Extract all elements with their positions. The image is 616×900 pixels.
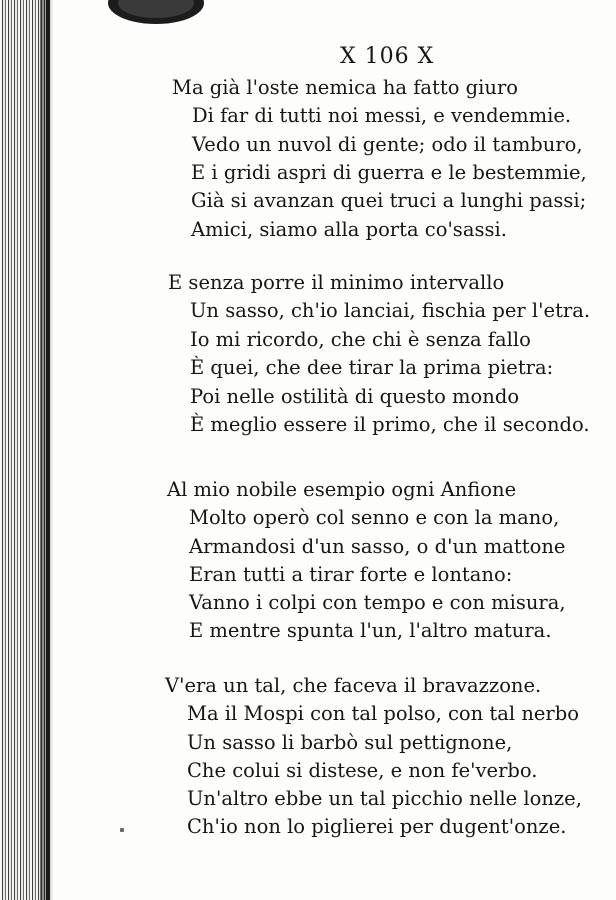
verse-line: Vedo un nuvol di gente; odo il tamburo,: [192, 133, 583, 156]
page-number: X 106 X: [340, 44, 435, 69]
verse-line: Ma il Mospi con tal polso, con tal nerbo: [187, 702, 579, 725]
verse-line: È quei, che dee tirar la prima pietra:: [190, 356, 554, 379]
verse-line: Un'altro ebbe un tal picchio nelle lonze,: [187, 787, 582, 810]
verse-line: Già si avanzan quei truci a lunghi passi;: [191, 189, 587, 212]
verse-line: Molto operò col senno e con la mano,: [189, 506, 560, 529]
verse-line: Di far di tutti noi messi, e vendemmie.: [192, 104, 572, 127]
paper-speck: [120, 828, 124, 832]
verse-line: E senza porre il minimo intervallo: [168, 271, 505, 294]
verse-line: Un sasso, ch'io lanciai, fischia per l'etra.: [190, 299, 591, 322]
verse-line: Al mio nobile esempio ogni Anfione: [167, 478, 517, 501]
verse-line: Io mi ricordo, che chi è senza fallo: [190, 328, 531, 351]
verse-line: Un sasso li barbò sul pettignone,: [187, 731, 513, 754]
verse-line: V'era un tal, che faceva il bravazzone.: [165, 674, 542, 697]
verse-line: Ma già l'oste nemica ha fatto giuro: [172, 76, 519, 99]
verse-line: Vanno i colpi con tempo e con misura,: [189, 591, 566, 614]
verse-line: E i gridi aspri di guerra e le bestemmie,: [191, 161, 587, 184]
verse-line: Amici, siamo alla porta co'sassi.: [191, 218, 507, 241]
verse-line: Poi nelle ostilità di questo mondo: [190, 385, 520, 408]
verse-line: Ch'io non lo piglierei per dugent'onze.: [187, 815, 567, 838]
spine-edge: [46, 0, 50, 900]
verse-line: E mentre spunta l'un, l'altro matura.: [189, 619, 552, 642]
verse-line: Armandosi d'un sasso, o d'un mattone: [189, 535, 566, 558]
verse-line: È meglio essere il primo, che il secondo.: [190, 413, 590, 436]
verse-line: Che colui si distese, e non fe'verbo.: [187, 759, 538, 782]
verse-line: Eran tutti a tirar forte e lontano:: [189, 563, 513, 586]
